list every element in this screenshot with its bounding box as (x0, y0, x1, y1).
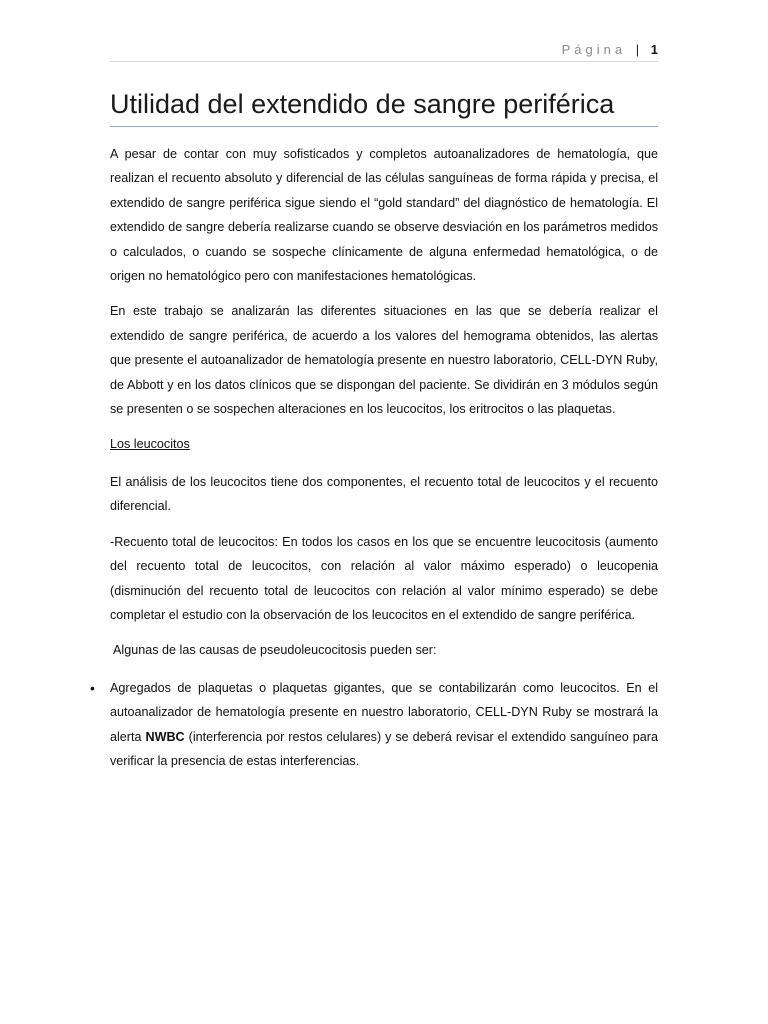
page-label: Página (561, 42, 627, 57)
causes-intro: Algunas de las causas de pseudoleucocitosis pueden ser: (113, 643, 437, 658)
document-title: Utilidad del extendido de sangre periférica (110, 89, 615, 119)
bullet-icon: • (90, 679, 95, 696)
page-number: 1 (650, 42, 658, 57)
alert-code: NWBC (145, 729, 185, 744)
causes-list (90, 676, 658, 774)
section-heading-leucocitos: Los leucocitos (110, 437, 190, 452)
title-underline (110, 126, 658, 127)
header-separator: | (635, 42, 640, 57)
page-header (562, 42, 658, 57)
list-item (90, 676, 658, 774)
document-body (90, 142, 658, 773)
analysis-paragraph: El análisis de los leucocitos tiene dos componentes, el recuento total de leucocitos y el recuento diferencial. (110, 474, 658, 514)
bullet-text-end: (interferencia por restos celulares) y se deberá revisar el extendido sanguíneo para verificar la presencia de estas interferencias. (110, 729, 658, 768)
intro-paragraph: A pesar de contar con muy sofisticados y completos autoanalizadores de hematología, que realizan el recuento absoluto y diferencial de las células sanguíneas de forma rápida y precisa, el extendido de sangre periférica sigue siendo el “gold standard” del diagnóstico de hematología. El extendido de sangre debería realizarse cuando se observe desviación en los parámetros medidos o calculados, o cuando se sospeche clínicamente de alguna enfermedad hematológica, o de origen no hematológico pero con manifestaciones hematológicas. (110, 147, 658, 284)
total-count-paragraph: -Recuento total de leucocitos: En todos los casos en los que se encuentre leucocitosis (aumento del recuento total de leucocitos, con relación al valor máximo esperado) o leucopenia (disminución del recuento total de leucocitos con relación al valor mínimo esperado) se debe completar el estudio con la observación de los leucocitos en el extendido de sangre periférica. (110, 534, 658, 622)
bullet-text-start: Agregados de plaquetas o plaquetas gigantes, que se contabilizarán como leucocitos. En el autoanalizador de hematología presente en nuestro laboratorio, CELL-DYN Ruby se mostrará la alerta (110, 680, 658, 744)
scope-paragraph: En este trabajo se analizarán las diferentes situaciones en las que se debería realizar el extendido de sangre periférica, de acuerdo a los valores del hemograma obtenidos, las alertas que presente el autoanalizador de hematología presente en nuestro laboratorio, CELL-DYN Ruby, de Abbott y en los datos clínicos que se dispongan del paciente. Se dividirán en 3 módulos según se presenten o se sospechen alteraciones en los leucocitos, los eritrocitos o las plaquetas. (110, 304, 658, 417)
header-divider (110, 61, 658, 62)
